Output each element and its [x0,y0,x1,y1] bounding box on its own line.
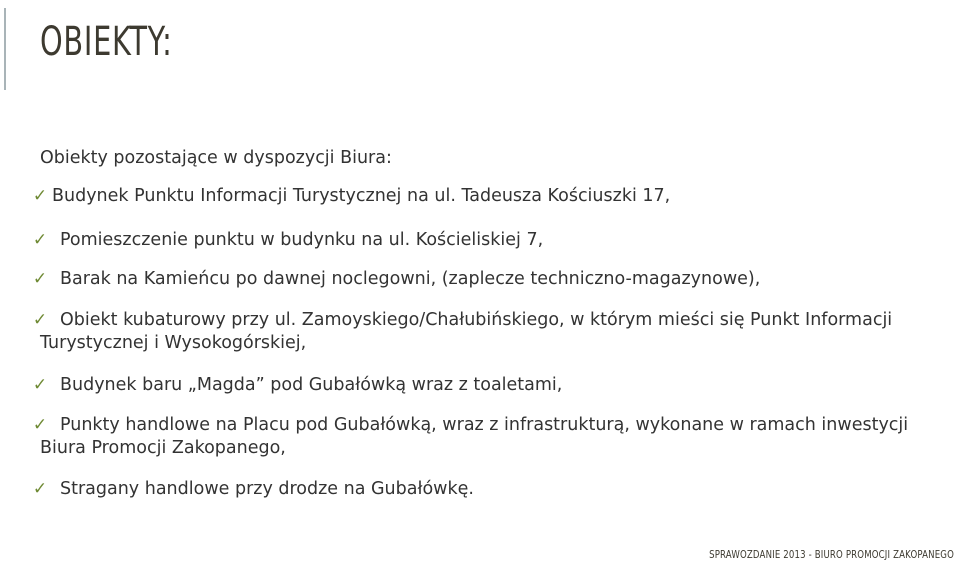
list-item-text: Budynek Punktu Informacji Turystycznej na ul. Tadeusza Kościuszki 17, [52,186,671,206]
checkmark-icon: ✓ [32,415,48,435]
list-item [32,185,930,208]
list-item-text: Stragany handlowe przy drodze na Gubałówkę. [60,479,474,499]
list-item-text: Barak na Kamieńcu po dawnej noclegowni, (zaplecze techniczno-magazynowe), [60,269,761,289]
list-item [32,229,930,252]
slide-title: OBIEKTY: [40,19,173,65]
list-item [32,309,930,355]
intro-text: Obiekty pozostające w dyspozycji Biura: [40,148,392,168]
footer-text: SPRAWOZDANIE 2013 - BIURO PROMOCJI ZAKOPANEGO [709,548,954,561]
checkmark-icon: ✓ [32,479,48,499]
list-item-text: Punkty handlowe na Placu pod Gubałówką, wraz z infrastrukturą, wykonane w ramach inwestycji Biura Promocji Zakopanego, [40,415,909,458]
checkmark-icon: ✓ [32,230,48,250]
list-item [32,414,930,460]
list-item [32,268,930,291]
checkmark-icon: ✓ [32,310,48,330]
list-item-text: Obiekt kubaturowy przy ul. Zamoyskiego/Chałubińskiego, w którym mieści się Punkt Informacji Turystycznej i Wysokogórskiej, [40,310,893,353]
list-item-text: Pomieszczenie punktu w budynku na ul. Kościeliskiej 7, [60,230,544,250]
checkmark-icon: ✓ [32,269,48,289]
list-item [32,478,930,501]
list-item-text: Budynek baru „Magda” pod Gubałówką wraz z toaletami, [60,375,563,395]
checkmark-icon: ✓ [32,375,48,395]
checkmark-icon: ✓ [32,186,48,206]
list-item [32,374,930,397]
accent-bar [4,8,6,90]
